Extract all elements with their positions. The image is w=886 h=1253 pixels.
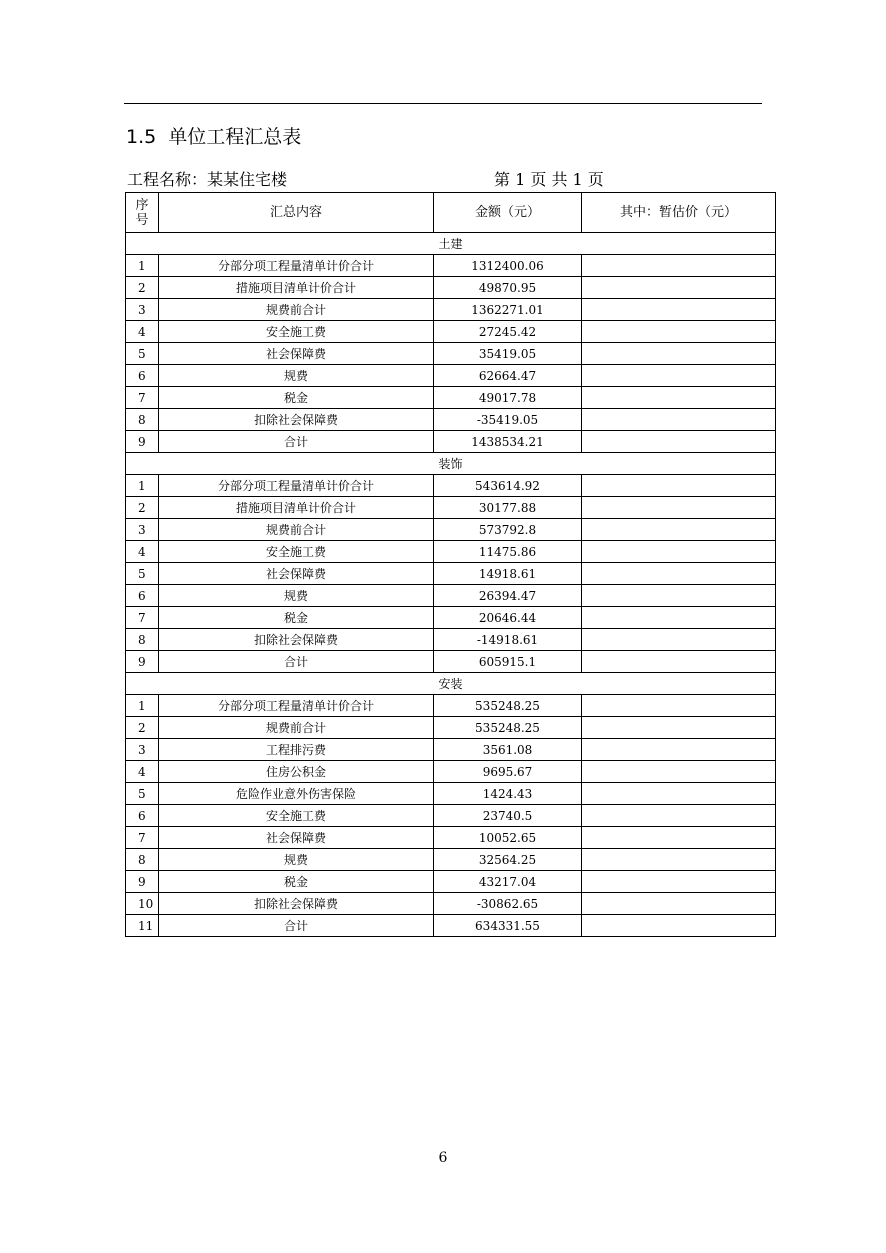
section-number: 1.5 <box>126 126 157 148</box>
cell-estimate <box>582 717 776 739</box>
cell-amount: 14918.61 <box>434 563 582 585</box>
cell-amount: 1438534.21 <box>434 431 582 453</box>
cell-estimate <box>582 255 776 277</box>
page-number: 6 <box>438 1150 448 1166</box>
cell-estimate <box>582 783 776 805</box>
cell-amount: 605915.1 <box>434 651 582 673</box>
cell-content: 税金 <box>159 607 434 629</box>
cell-amount: 543614.92 <box>434 475 582 497</box>
header-content: 汇总内容 <box>159 193 434 233</box>
cell-content: 规费前合计 <box>159 299 434 321</box>
group-name: 土建 <box>126 233 776 255</box>
cell-content: 住房公积金 <box>159 761 434 783</box>
cell-amount: 11475.86 <box>434 541 582 563</box>
group-row <box>126 453 776 475</box>
table-row <box>126 827 776 849</box>
cell-amount: 573792.8 <box>434 519 582 541</box>
cell-serial-number: 4 <box>126 541 159 563</box>
cell-amount: -14918.61 <box>434 629 582 651</box>
cell-amount: -35419.05 <box>434 409 582 431</box>
cell-serial-number: 2 <box>126 277 159 299</box>
cell-amount: 1312400.06 <box>434 255 582 277</box>
cell-content: 规费前合计 <box>159 717 434 739</box>
table-body <box>126 233 776 937</box>
cell-amount: 9695.67 <box>434 761 582 783</box>
cell-serial-number: 4 <box>126 761 159 783</box>
header-amount: 金额（元） <box>434 193 582 233</box>
section-title <box>126 124 301 150</box>
cell-serial-number: 6 <box>126 805 159 827</box>
cell-estimate <box>582 541 776 563</box>
table-row <box>126 805 776 827</box>
cell-serial-number: 9 <box>126 871 159 893</box>
cell-estimate <box>582 519 776 541</box>
cell-serial-number: 1 <box>126 695 159 717</box>
page-info: 第 1 页 共 1 页 <box>494 170 604 189</box>
cell-amount: 20646.44 <box>434 607 582 629</box>
table-row <box>126 651 776 673</box>
cell-content: 扣除社会保障费 <box>159 893 434 915</box>
cell-amount: 35419.05 <box>434 343 582 365</box>
cell-content: 规费 <box>159 365 434 387</box>
table-row <box>126 387 776 409</box>
cell-content: 税金 <box>159 387 434 409</box>
cell-estimate <box>582 761 776 783</box>
cell-content: 分部分项工程量清单计价合计 <box>159 475 434 497</box>
table-row <box>126 783 776 805</box>
cell-serial-number: 2 <box>126 717 159 739</box>
table-row <box>126 871 776 893</box>
table-row <box>126 585 776 607</box>
project-name: 某某住宅楼 <box>207 170 288 189</box>
cell-amount: 1424.43 <box>434 783 582 805</box>
cell-content: 危险作业意外伤害保险 <box>159 783 434 805</box>
project-label: 工程名称： <box>127 170 208 189</box>
cell-amount: 535248.25 <box>434 717 582 739</box>
cell-serial-number: 3 <box>126 299 159 321</box>
group-name: 装饰 <box>126 453 776 475</box>
header-serial-line1: 序 <box>135 197 149 213</box>
cell-estimate <box>582 585 776 607</box>
cell-content: 工程排污费 <box>159 739 434 761</box>
group-row <box>126 233 776 255</box>
cell-estimate <box>582 387 776 409</box>
cell-estimate <box>582 695 776 717</box>
cell-amount: 62664.47 <box>434 365 582 387</box>
cell-content: 社会保障费 <box>159 343 434 365</box>
cell-estimate <box>582 871 776 893</box>
cell-content: 安全施工费 <box>159 541 434 563</box>
cell-content: 合计 <box>159 651 434 673</box>
cell-serial-number: 11 <box>126 915 159 937</box>
cell-content: 安全施工费 <box>159 321 434 343</box>
cell-estimate <box>582 321 776 343</box>
cell-content: 社会保障费 <box>159 563 434 585</box>
cell-content: 分部分项工程量清单计价合计 <box>159 255 434 277</box>
cell-content: 税金 <box>159 871 434 893</box>
cell-content: 规费 <box>159 849 434 871</box>
table-row <box>126 475 776 497</box>
cell-estimate <box>582 893 776 915</box>
table-row <box>126 717 776 739</box>
table-row <box>126 519 776 541</box>
cell-serial-number: 1 <box>126 475 159 497</box>
cell-serial-number: 5 <box>126 783 159 805</box>
cell-estimate <box>582 497 776 519</box>
table-row <box>126 563 776 585</box>
cell-serial-number: 9 <box>126 431 159 453</box>
cell-estimate <box>582 849 776 871</box>
table-row <box>126 299 776 321</box>
table-row <box>126 277 776 299</box>
cell-content: 规费前合计 <box>159 519 434 541</box>
cell-estimate <box>582 651 776 673</box>
cell-content: 分部分项工程量清单计价合计 <box>159 695 434 717</box>
cell-amount: -30862.65 <box>434 893 582 915</box>
table-row <box>126 607 776 629</box>
section-title-text: 单位工程汇总表 <box>168 126 302 148</box>
cell-amount: 49017.78 <box>434 387 582 409</box>
cell-content: 规费 <box>159 585 434 607</box>
cell-estimate <box>582 431 776 453</box>
cell-estimate <box>582 277 776 299</box>
table-row <box>126 409 776 431</box>
table-header-row <box>126 193 776 233</box>
cell-content: 措施项目清单计价合计 <box>159 497 434 519</box>
table-row <box>126 255 776 277</box>
cell-amount: 3561.08 <box>434 739 582 761</box>
cell-serial-number: 3 <box>126 519 159 541</box>
cell-serial-number: 5 <box>126 563 159 585</box>
table-row <box>126 739 776 761</box>
cell-serial-number: 7 <box>126 607 159 629</box>
cell-amount: 32564.25 <box>434 849 582 871</box>
cell-amount: 535248.25 <box>434 695 582 717</box>
cell-amount: 30177.88 <box>434 497 582 519</box>
table-row <box>126 849 776 871</box>
cell-estimate <box>582 299 776 321</box>
cell-estimate <box>582 739 776 761</box>
cell-serial-number: 7 <box>126 387 159 409</box>
summary-table <box>125 192 776 937</box>
header-estimate: 其中：暂估价（元） <box>582 193 776 233</box>
cell-serial-number: 6 <box>126 585 159 607</box>
table-row <box>126 497 776 519</box>
table-row <box>126 915 776 937</box>
cell-serial-number: 8 <box>126 409 159 431</box>
table-row <box>126 761 776 783</box>
cell-serial-number: 8 <box>126 849 159 871</box>
cell-estimate <box>582 607 776 629</box>
header-serial-line2: 号 <box>135 212 149 228</box>
cell-amount: 49870.95 <box>434 277 582 299</box>
cell-amount: 23740.5 <box>434 805 582 827</box>
group-name: 安装 <box>126 673 776 695</box>
cell-estimate <box>582 629 776 651</box>
cell-serial-number: 6 <box>126 365 159 387</box>
cell-amount: 27245.42 <box>434 321 582 343</box>
cell-content: 措施项目清单计价合计 <box>159 277 434 299</box>
cell-amount: 634331.55 <box>434 915 582 937</box>
cell-estimate <box>582 563 776 585</box>
cell-content: 扣除社会保障费 <box>159 629 434 651</box>
header-serial-number <box>126 193 159 233</box>
cell-content: 安全施工费 <box>159 805 434 827</box>
cell-estimate <box>582 409 776 431</box>
table-row <box>126 343 776 365</box>
cell-amount: 1362271.01 <box>434 299 582 321</box>
cell-serial-number: 10 <box>126 893 159 915</box>
table-row <box>126 629 776 651</box>
header-rule <box>124 103 762 104</box>
table-row <box>126 893 776 915</box>
cell-content: 合计 <box>159 431 434 453</box>
table-row <box>126 431 776 453</box>
cell-serial-number: 3 <box>126 739 159 761</box>
table-row <box>126 695 776 717</box>
cell-serial-number: 7 <box>126 827 159 849</box>
cell-amount: 10052.65 <box>434 827 582 849</box>
cell-serial-number: 8 <box>126 629 159 651</box>
group-row <box>126 673 776 695</box>
cell-amount: 43217.04 <box>434 871 582 893</box>
cell-content: 扣除社会保障费 <box>159 409 434 431</box>
cell-content: 社会保障费 <box>159 827 434 849</box>
project-name-line <box>127 169 287 191</box>
table-row <box>126 365 776 387</box>
table-row <box>126 541 776 563</box>
cell-estimate <box>582 915 776 937</box>
cell-estimate <box>582 475 776 497</box>
cell-serial-number: 1 <box>126 255 159 277</box>
cell-estimate <box>582 805 776 827</box>
cell-serial-number: 5 <box>126 343 159 365</box>
cell-serial-number: 2 <box>126 497 159 519</box>
cell-serial-number: 4 <box>126 321 159 343</box>
cell-serial-number: 9 <box>126 651 159 673</box>
cell-content: 合计 <box>159 915 434 937</box>
cell-estimate <box>582 343 776 365</box>
cell-estimate <box>582 827 776 849</box>
cell-amount: 26394.47 <box>434 585 582 607</box>
cell-estimate <box>582 365 776 387</box>
table-row <box>126 321 776 343</box>
